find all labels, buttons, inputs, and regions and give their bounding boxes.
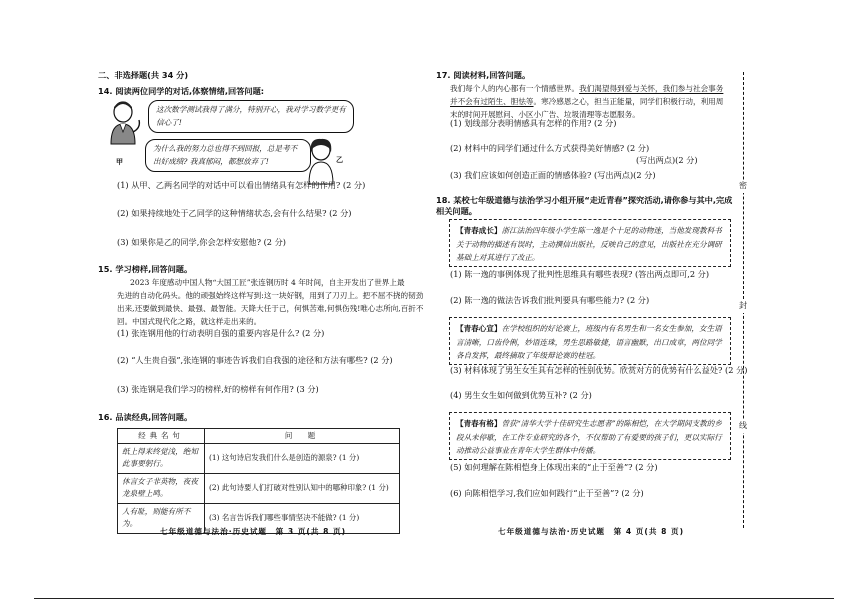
q17-item-2-note: (写出两点)(2 分) bbox=[636, 155, 698, 165]
q15-item-3: (3) 张连钢是我们学习的榜样,好的榜样有何作用? (3 分) bbox=[117, 384, 319, 394]
right-page-footer: 七年级道德与法治·历史试题 第 4 页(共 8 页) bbox=[498, 527, 685, 536]
q18-item-6: (6) 向陈相恺学习,我们应如何践行“止于至善”? (2 分) bbox=[450, 488, 644, 498]
section-title: 二、非选择题(共 34 分) bbox=[98, 70, 189, 80]
speaker-yi-label: 乙 bbox=[336, 156, 343, 164]
table-header-quote: 经典名句 bbox=[118, 429, 205, 444]
table-cell-question: (2) 此句诗要人们打破对性别认知中的哪种印象? (1 分) bbox=[205, 473, 400, 503]
q18-box-character bbox=[449, 412, 731, 460]
q15-title: 15. 学习榜样,回答问题。 bbox=[98, 264, 193, 274]
q17-passage-pre: 我们每个人的内心都有一个情感世界。 bbox=[450, 84, 580, 93]
q18-item-1: (1) 陈一逸的事例体现了批判性思维具有哪些表现? (答出两点即可,2 分) bbox=[450, 269, 710, 279]
q17-item-1: (1) 划线部分表明情感具有怎样的作用? (2 分) bbox=[450, 118, 617, 128]
table-header-question: 问 题 bbox=[205, 429, 400, 444]
q14-item-1: (1) 从甲、乙两名同学的对话中可以看出情绪具有怎样的作用? (2 分) bbox=[117, 180, 366, 190]
q18-item-2: (2) 陈一逸的做法告诉我们批判要具有哪些能力? (2 分) bbox=[450, 295, 650, 305]
table-row bbox=[118, 473, 400, 503]
speech-bubble-jia: 这次数学测试我得了满分，特别开心，我对学习数学更有信心了! bbox=[148, 100, 354, 133]
q17-title: 17. 阅读材料,回答问题。 bbox=[436, 70, 531, 80]
box-character-text: 曾获“清华大学十佳研究生志愿者”的陈相恺，在大学期间支教的乡段从未停歇，在工作专业研究的各个，不仅帮助了有爱要的孩子们，更以实际行动推动公益事业在青年大学生群体中传播。 bbox=[456, 419, 722, 455]
table-cell-quote: 纸上得来终觉浅，绝知此事要躬行。 bbox=[118, 443, 205, 473]
q17-passage-post: 。寒冷感恩之心，担当正能量，同学们积极行动，利用周末的时间开展慰问、小区小广告、垃圾清理等志愿服务。 bbox=[450, 97, 724, 119]
table-cell-quote: 休言女子非英物，夜夜龙泉壁上鸣。 bbox=[118, 473, 205, 503]
q15-passage-line-4: 回。中国式现代化之路，就这样走出来的。 bbox=[117, 317, 262, 326]
q17-passage bbox=[450, 82, 730, 121]
table-cell-quote: 人有耻，则能有所不为。 bbox=[118, 503, 205, 533]
bottom-rule bbox=[34, 598, 834, 599]
q18-box-growth bbox=[449, 219, 731, 267]
boy-figure-icon bbox=[103, 98, 147, 158]
box-heart-text: 在学校组织的好论赛上，班级内有名男生和一名女生参加，女生语言清晰，口齿伶俐，妙语连珠，男生思路敏捷，语言幽默，出口成章，两位同学各自发挥，最终摘取了年级辩论赛的桂冠。 bbox=[456, 324, 722, 360]
table-cell-question: (3) 名言告诉我们哪些事情坚决不能做? (1 分) bbox=[205, 503, 400, 533]
q15-passage-line-2: 先进的自动化码头。他的顽强始终这样写到:这一块好钢，用到了刀刃上。把不屈不挠的韧劲 bbox=[117, 291, 424, 300]
q18-item-3: (3) 材料体现了男生女生具有怎样的性别优势。欣赏对方的优势有什么益处? (2 分) bbox=[450, 365, 748, 375]
table-cell-question: (1) 这句诗启发我们什么是创造的源泉? (1 分) bbox=[205, 443, 400, 473]
q17-passage-underlined: 我们渴望得到爱与关怀，我们参与社会事务并不会有过陌生、胆怯等 bbox=[450, 84, 724, 106]
box-growth-text: 浙江法治四年级小学生陈一逸是个十足的动物迷，当他发现教科书关于动物的描述有误时，主动撰信出版社，反映自己的意见，出版社在充分调研基础上对其进行了改正。 bbox=[456, 226, 722, 262]
table-row bbox=[118, 443, 400, 473]
q18-title: 18. 某校七年级道德与法治学习小组开展“走近青春”探究活动,请你参与其中,完成相关问题。 bbox=[436, 195, 733, 217]
q16-title: 16. 品读经典,回答问题。 bbox=[98, 412, 193, 422]
q15-item-2: (2) “人生贵自强”,张连钢的事迹告诉我们自我强的途径和方法有哪些? (2 分) bbox=[117, 355, 393, 365]
speaker-jia-label: 甲 bbox=[116, 158, 123, 166]
seal-char-feng: 封 bbox=[739, 300, 747, 313]
q16-table bbox=[117, 428, 400, 534]
speech-bubble-yi: 为什么我的努力总也得不到回报，总是考不出好成绩? 我真郁闷，都想放弃了! bbox=[145, 139, 311, 172]
seal-char-xian: 线 bbox=[739, 420, 747, 433]
box-character-label: 【青春有格】 bbox=[456, 419, 502, 428]
q15-item-1: (1) 张连钢用他的行动表明自强的重要内容是什么? (2 分) bbox=[117, 328, 325, 338]
q17-item-2: (2) 材料中的同学们通过什么方式获得美好情感? (2 分) bbox=[450, 143, 650, 153]
q18-box-heart bbox=[449, 317, 731, 365]
box-growth-label: 【青春成长】 bbox=[456, 226, 502, 235]
seal-char-mi: 密 bbox=[739, 180, 747, 193]
q18-item-4: (4) 男生女生如何做到优势互补? (2 分) bbox=[450, 390, 592, 400]
left-page-footer: 七年级道德与法治·历史试题 第 3 页(共 8 页) bbox=[160, 527, 347, 536]
box-heart-label: 【青春心宣】 bbox=[456, 324, 502, 333]
q14-item-3: (3) 如果你是乙的同学,你会怎样安慰他? (2 分) bbox=[117, 237, 286, 247]
q14-title: 14. 阅读两位同学的对话,体察情绪,回答问题: bbox=[98, 86, 265, 96]
q15-passage-line-3: 出来,还要做到最快、最强、最智能。天降大任于己，何惧苦难,何惧伤残!唯心志所向,百折不 bbox=[117, 304, 424, 313]
q14-item-2: (2) 如果持续地处于乙同学的这种情绪状态,会有什么结果? (2 分) bbox=[117, 208, 352, 218]
q18-item-5: (5) 如何理解在陈相恺身上体现出来的“止于至善”? (2 分) bbox=[450, 462, 658, 472]
q15-passage-line-1: 2023 年度感动中国人物“大国工匠”张连钢历时 4 年时间，自主开发出了世界上最 bbox=[130, 278, 405, 287]
q17-item-3: (3) 我们应该如何创造正面的情感体验? (写出两点)(2 分) bbox=[450, 170, 656, 180]
